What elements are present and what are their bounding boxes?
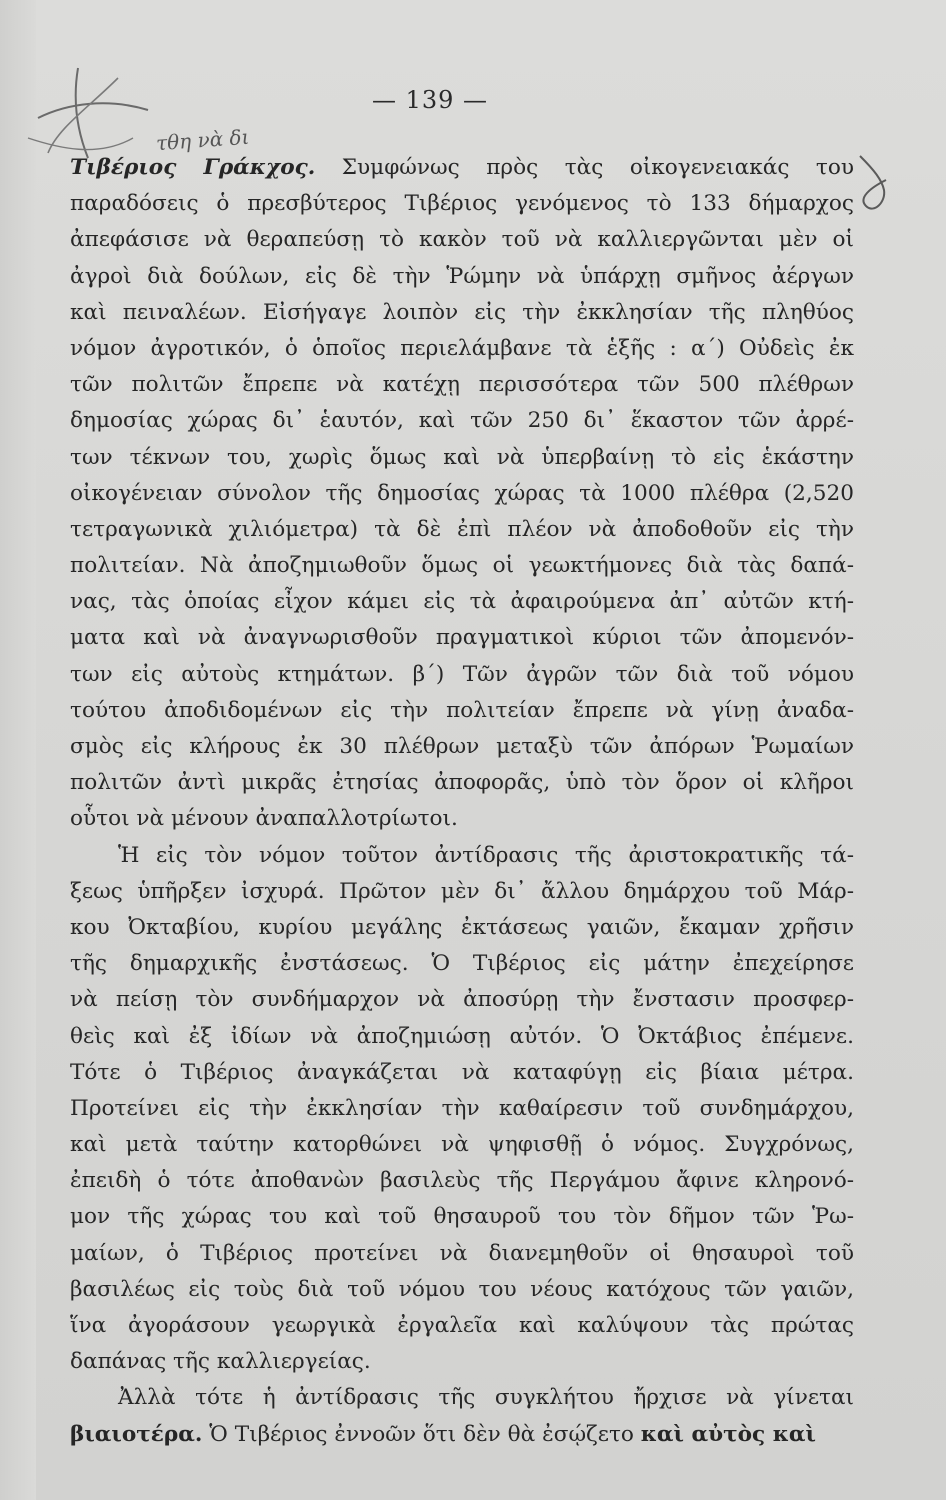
text-line [70, 838, 854, 874]
text-line [70, 1091, 854, 1127]
line-text: τῆς δημαρχικῆς ἐνστάσεως. Ὁ Τιβέριος εἰς μάτην ἐπεχείρησε [70, 951, 854, 977]
line-text: δημοσίας χώρας δι᾽ ἑαυτόν, καὶ τῶν 250 δι᾽ ἕκαστον τῶν ἀρρέ- [70, 408, 854, 434]
line-text: τῶν πολιτῶν ἔπρεπε νὰ κατέχῃ περισσότερα τῶν 500 πλέθρων [70, 372, 854, 398]
line-text: Συμφώνως πρὸς τὰς οἰκογενειακάς του [315, 155, 854, 180]
text-line [70, 657, 854, 693]
text-line [70, 403, 854, 439]
line-text: Ὁ Τιβέριος ἐννοῶν ὅτι δὲν θὰ ἐσῴζετο [202, 1421, 641, 1447]
text-line [70, 1127, 854, 1163]
line-text: πολιτείαν. Νὰ ἀποζημιωθοῦν ὅμως οἱ γεωκτήμονες διὰ τὰς δαπά- [70, 553, 854, 579]
text-line [70, 1055, 854, 1091]
text-line [70, 295, 854, 331]
line-text: πολιτῶν ἀντὶ μικρᾶς ἐτησίας ἀποφορᾶς, ὑπὸ τὸν ὅρον οἱ κλῆροι [70, 770, 854, 796]
text-line [70, 982, 854, 1018]
line-text: οὗτοι νὰ μένουν ἀναπαλλοτρίωτοι. [70, 806, 458, 832]
line-text: βασιλέως εἰς τοὺς διὰ τοῦ νόμου του νέους κατόχους τῶν γαιῶν, [70, 1276, 854, 1302]
line-text: μαίων, ὁ Τιβέριος προτείνει νὰ διανεμηθοῦν οἱ θησαυροὶ τοῦ [70, 1240, 854, 1266]
text-line [70, 729, 854, 765]
emphasis-text: βιαιοτέρα. [70, 1421, 203, 1447]
line-text: παραδόσεις ὁ πρεσβύτερος Τιβέριος γενόμενος τὸ 133 δήμαρχος [70, 191, 854, 217]
text-line [70, 1344, 854, 1380]
text-line [70, 620, 854, 656]
line-text: των τέκνων του, χωρὶς ὅμως καὶ νὰ ὑπερβαίνῃ τὸ εἰς ἑκάστην [70, 444, 854, 470]
body-text [70, 150, 854, 1453]
text-line [70, 548, 854, 584]
line-text: Τότε ὁ Τιβέριος ἀναγκάζεται νὰ καταφύγῃ εἰς βίαια μέτρα. [70, 1059, 854, 1085]
line-text: Ἀλλὰ τότε ἡ ἀντίδρασις τῆς συγκλήτου ἤρχισε νὰ γίνεται [118, 1385, 854, 1411]
line-text: ξεως ὑπῆρξεν ἰσχυρά. Πρῶτον μὲν δι᾽ ἄλλου δημάρχου τοῦ Μάρ- [70, 878, 854, 904]
text-line [70, 584, 854, 620]
line-text: κου Ὀκταβίου, κυρίου μεγάλης ἐκτάσεως γαιῶν, ἔκαμαν χρῆσιν [70, 914, 854, 940]
text-line [70, 874, 854, 910]
text-line [70, 1199, 854, 1235]
text-line [70, 1380, 854, 1416]
line-text: καὶ πειναλέων. Εἰσήγαγε λοιπὸν εἰς τὴν ἐκκλησίαν τῆς πληθύος [70, 299, 854, 325]
text-line [70, 1308, 854, 1344]
text-line [70, 512, 854, 548]
text-line [70, 331, 854, 367]
line-text: ἵνα ἀγοράσουν γεωργικὰ ἐργαλεῖα καὶ καλύψουν τὰς πρώτας [70, 1313, 854, 1338]
line-text: ἀπεφάσισε νὰ θεραπεύσῃ τὸ κακὸν τοῦ νὰ καλλιεργῶνται μὲν οἱ [70, 227, 854, 253]
text-line [70, 222, 854, 258]
text-line [70, 1236, 854, 1272]
text-line [70, 150, 854, 186]
line-text: Προτείνει εἰς τὴν ἐκκλησίαν τὴν καθαίρεσιν τοῦ συνδημάρχου, [70, 1095, 854, 1121]
text-line [70, 946, 854, 982]
line-text: ἀγροὶ διὰ δούλων, εἰς δὲ τὴν Ῥώμην νὰ ὑπάρχῃ σμῆνος ἀέργων [70, 263, 854, 289]
line-text: νας, τὰς ὁποίας εἶχον κάμει εἰς τὰ ἀφαιρούμενα ἀπ᾽ αὐτῶν κτή- [70, 589, 854, 615]
text-line [70, 1272, 854, 1308]
page-fold-shadow [0, 0, 36, 1500]
line-text: οἰκογένειαν σύνολον τῆς δημοσίας χώρας τὰ 1000 πλέθρα (2,520 [70, 480, 854, 506]
line-text: Ἡ εἰς τὸν νόμον τοῦτον ἀντίδρασις τῆς ἀριστοκρατικῆς τά- [118, 842, 854, 868]
emphasis-text: Τιβέριος Γράκχος. [70, 155, 316, 180]
text-line [70, 801, 854, 837]
text-line [70, 476, 854, 512]
header-fragment: τθη νὰ δι [155, 124, 251, 156]
line-text: νόμον ἀγροτικόν, ὁ ὁποῖος περιελάμβανε τὰ ἑξῆς : α΄) Οὐδεὶς ἐκ [70, 335, 854, 361]
line-text: καὶ μετὰ ταύτην κατορθώνει νὰ ψηφισθῇ ὁ νόμος. Συγχρόνως, [70, 1132, 854, 1158]
line-text: των εἰς αὐτοὺς κτημάτων. β΄) Τῶν ἀγρῶν τῶν διὰ τοῦ νόμου [70, 661, 854, 687]
text-line [70, 693, 854, 729]
text-line [70, 765, 854, 801]
page-number: — 139 — [371, 86, 489, 114]
text-line [70, 1163, 854, 1199]
text-line [70, 367, 854, 403]
text-line [70, 259, 854, 295]
line-text: δαπάνας τῆς καλλιεργείας. [70, 1349, 371, 1375]
text-line [70, 186, 854, 222]
line-text: ἐπειδὴ ὁ τότε ἀποθανὼν βασιλεὺς τῆς Περγάμου ἄφινε κληρονό- [70, 1168, 854, 1194]
line-text: τούτου ἀποδιδομένων εἰς τὴν πολιτείαν ἔπρεπε νὰ γίνῃ ἀναδα- [70, 697, 854, 723]
line-text: νὰ πείσῃ τὸν συνδήμαρχον νὰ ἀποσύρῃ τὴν ἔνστασιν προσφερ- [70, 987, 854, 1013]
text-line [70, 910, 854, 946]
line-text: σμὸς εἰς κλήρους ἐκ 30 πλέθρων μεταξὺ τῶν ἀπόρων Ῥωμαίων [70, 734, 854, 759]
line-text: τετραγωνικὰ χιλιόμετρα) τὰ δὲ ἐπὶ πλέον νὰ ἀποδοθοῦν εἰς τὴν [70, 516, 854, 542]
line-text: θεὶς καὶ ἐξ ἰδίων νὰ ἀποζημιώσῃ αὐτόν. Ὁ Ὀκτάβιος ἐπέμενε. [70, 1023, 854, 1049]
emphasis-text: καὶ αὐτὸς καὶ [640, 1421, 816, 1447]
text-line [70, 1019, 854, 1055]
text-line [70, 1417, 854, 1453]
line-text: μον τῆς χώρας του καὶ τοῦ θησαυροῦ του τὸν δῆμον τῶν Ῥω- [70, 1204, 854, 1230]
line-text: ματα καὶ νὰ ἀναγνωρισθοῦν πραγματικοὶ κύριοι τῶν ἀπομενόν- [70, 625, 854, 651]
text-line [70, 440, 854, 476]
